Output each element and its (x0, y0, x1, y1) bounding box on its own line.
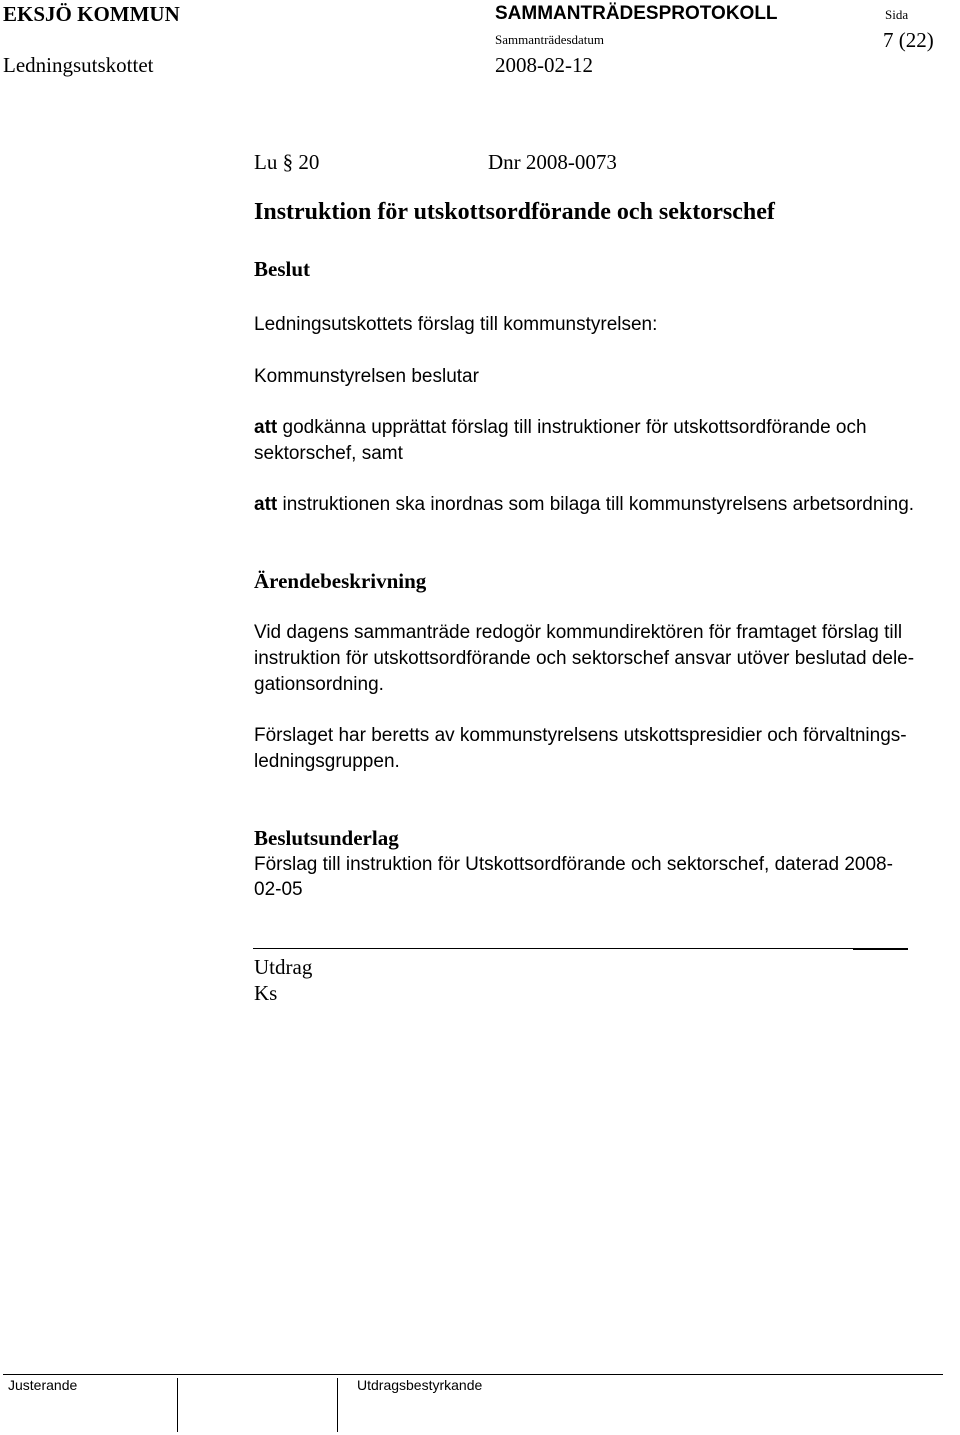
att-keyword: att (254, 494, 278, 515)
description-line: instruktion för utskottsordförande och sektorschef ansvar utöver beslutad dele- (254, 648, 915, 669)
diary-number: Dnr 2008-0073 (488, 150, 617, 174)
case-title: Instruktion för utskottsordförande och sektorschef (254, 199, 775, 225)
separator-line (253, 948, 853, 949)
section-heading-beslut: Beslut (254, 257, 311, 281)
decides-line: Kommunstyrelsen beslutar (254, 366, 479, 387)
decision-item-2-text: instruktionen ska inordnas som bilaga till kommunstyrelsens arbetsordning. (282, 494, 915, 515)
basis-document-line: Förslag till instruktion för Utskottsordförande och sektorschef, daterad 2008- (254, 854, 893, 875)
paragraph-number: Lu § 20 (254, 150, 320, 174)
footer-utdragsbestyrkande-label: Utdragsbestyrkande (357, 1377, 483, 1393)
proposal-line: Ledningsutskottets förslag till kommunstyrelsen: (254, 314, 658, 335)
description-line: ledningsgruppen. (254, 751, 400, 772)
footer-justerande-label: Justerande (8, 1377, 78, 1393)
distribution-label: Utdrag (254, 955, 313, 979)
decision-item-1-continuation: sektorschef, samt (254, 443, 403, 464)
department: Ledningsutskottet (3, 53, 154, 77)
page-label: Sida (885, 7, 909, 22)
description-line: gationsordning. (254, 674, 384, 695)
decision-item-2 (254, 494, 914, 516)
section-heading-beslutsunderlag: Beslutsunderlag (254, 826, 399, 850)
footer-divider (177, 1378, 178, 1432)
separator-line-end (853, 948, 908, 950)
att-keyword: att (254, 417, 278, 438)
footer-divider (337, 1378, 338, 1432)
description-line: Förslaget har beretts av kommunstyrelsens utskottspresidier och förvaltnings- (254, 725, 907, 746)
description-line: Vid dagens sammanträde redogör kommundirektören för framtaget förslag till (254, 622, 903, 643)
distribution-recipient: Ks (254, 981, 278, 1005)
meeting-date: 2008-02-12 (495, 53, 593, 77)
decision-item-1-text: godkänna upprättat förslag till instruktioner för utskottsordförande och (282, 417, 867, 438)
org-name: EKSJÖ KOMMUN (3, 2, 180, 26)
basis-document-line: 02-05 (254, 879, 303, 900)
footer-rule (3, 1374, 943, 1375)
page-number: 7 (22) (883, 28, 934, 52)
section-heading-arendebeskrivning: Ärendebeskrivning (254, 569, 427, 593)
decision-item-1 (254, 417, 867, 439)
document-type: SAMMANTRÄDESPROTOKOLL (495, 3, 778, 24)
meeting-date-label: Sammanträdesdatum (495, 32, 605, 47)
